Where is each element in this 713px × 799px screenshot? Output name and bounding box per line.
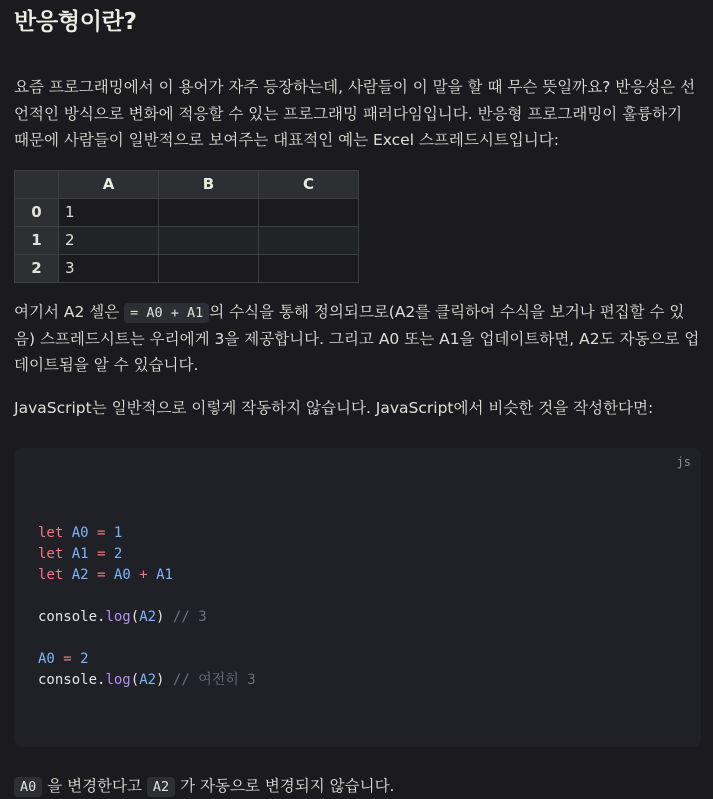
code-block bbox=[14, 448, 701, 747]
code-line: let A0 = 1 bbox=[38, 524, 123, 541]
code-language-label: js bbox=[676, 454, 691, 469]
code-line: let A1 = 2 bbox=[38, 545, 123, 562]
cell-c0 bbox=[259, 198, 359, 226]
cell-a0: 1 bbox=[59, 198, 159, 226]
cell-c1 bbox=[259, 226, 359, 254]
cell-b2 bbox=[159, 254, 259, 282]
closing-paragraph bbox=[14, 773, 701, 799]
cell-b1 bbox=[159, 226, 259, 254]
table-row bbox=[15, 226, 359, 254]
table-corner-cell bbox=[15, 170, 59, 198]
row-header: 1 bbox=[15, 226, 59, 254]
code-line: console.log(A2) // 3 bbox=[38, 608, 207, 625]
row-header: 2 bbox=[15, 254, 59, 282]
cell-b0 bbox=[159, 198, 259, 226]
cell-c2 bbox=[259, 254, 359, 282]
cell-a2: 3 bbox=[59, 254, 159, 282]
column-header-c: C bbox=[259, 170, 359, 198]
closing-text-2: 가 자동으로 변경되지 않습니다. bbox=[180, 776, 395, 795]
table-row bbox=[15, 254, 359, 282]
row-header: 0 bbox=[15, 198, 59, 226]
explanation-text-after: 의 수식을 통해 정의되므로(A2를 클릭하여 수식을 보거나 편집할 수 있음) 스프레드시트는 우리에게 3을 제공합니다. 그리고 A0 또는 A1을 업데이트하면, A2도 자동으로 업데이트됨을 알 수 있습니다. bbox=[14, 302, 700, 375]
javascript-note-paragraph: JavaScript는 일반적으로 이렇게 작동하지 않습니다. JavaScript에서 비슷한 것을 작성한다면: bbox=[14, 398, 654, 417]
closing-text-1: 을 변경한다고 bbox=[47, 776, 142, 795]
code-line bbox=[38, 586, 677, 607]
code-lines bbox=[38, 523, 677, 691]
explanation-text-before: 여기서 A2 셀은 bbox=[14, 302, 125, 321]
section-heading: 반응형이란? bbox=[14, 9, 137, 35]
a2-inline-code: A2 bbox=[147, 777, 175, 797]
code-line: console.log(A2) // 여전히 3 bbox=[38, 671, 256, 688]
a0-inline-code: A0 bbox=[14, 777, 42, 797]
column-header-b: B bbox=[159, 170, 259, 198]
column-header-a: A bbox=[59, 170, 159, 198]
code-line: A0 = 2 bbox=[38, 650, 89, 667]
formula-inline-code: = A0 + A1 bbox=[124, 303, 209, 323]
code-line: let A2 = A0 + A1 bbox=[38, 566, 173, 583]
table-row bbox=[15, 198, 359, 226]
code-line bbox=[38, 628, 677, 649]
explanation-paragraph bbox=[14, 299, 701, 379]
spreadsheet-table bbox=[14, 170, 359, 283]
intro-paragraph: 요즘 프로그래밍에서 이 용어가 자주 등장하는데, 사람들이 이 말을 할 때 무슨 뜻일까요? 반응성은 선언적인 방식으로 변화에 적응할 수 있는 프로그래밍 패러다임입니다. 반응형 프로그래밍이 훌륭하기 때문에 사람들이 일반적으로 보여주는 대표적인 예는 Excel 스프레드시트입니다: bbox=[14, 78, 696, 150]
cell-a1: 2 bbox=[59, 226, 159, 254]
